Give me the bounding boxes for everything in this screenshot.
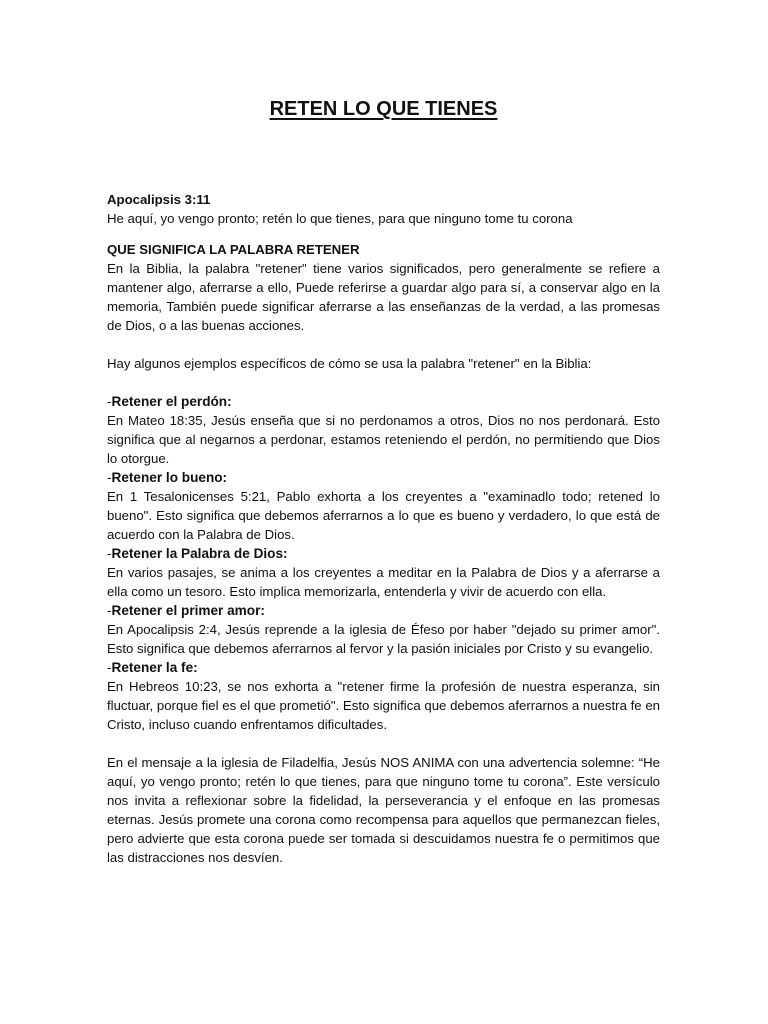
example-label: Retener el primer amor: — [111, 603, 265, 618]
example-heading — [107, 658, 660, 677]
example-item — [107, 468, 660, 544]
example-heading — [107, 392, 660, 411]
example-label: Retener lo bueno: — [111, 470, 228, 485]
example-dash: - — [107, 546, 112, 561]
example-item — [107, 392, 660, 468]
example-body: En varios pasajes, se anima a los creyentes a meditar en la Palabra de Dios y a aferrarse a ella como un tesoro. Esto implica memorizarla, entenderla y vivir de acuerdo con ella. — [107, 565, 660, 599]
example-item — [107, 658, 660, 734]
example-body: En 1 Tesalonicenses 5:21, Pablo exhorta a los creyentes a "examinadlo todo; retened lo bueno". Esto significa que debemos aferrarnos a lo que es bueno y verdadero, lo que está de acuerdo con la Palabra de Dios. — [107, 489, 660, 542]
example-body: En Hebreos 10:23, se nos exhorta a "retener firme la profesión de nuestra esperanza, sin fluctuar, porque fiel es el que prometió". Esto significa que debemos aferrarnos a nuestra fe en Cristo, incluso cuando enfrentamos dificultades. — [107, 679, 660, 732]
examples-list — [107, 392, 660, 734]
document-page — [107, 0, 660, 867]
document-title: RETEN LO QUE TIENES — [269, 98, 498, 120]
example-body: En Apocalipsis 2:4, Jesús reprende a la iglesia de Éfeso por haber "dejado su primer amor". Esto significa que debemos aferrarnos al fervor y la pasión iniciales por Cristo y su evangelio. — [107, 622, 660, 656]
example-label: Retener la fe: — [111, 660, 198, 675]
example-dash: - — [107, 394, 112, 409]
examples-intro: Hay algunos ejemplos específicos de cómo se usa la palabra "retener" en la Biblia: — [107, 356, 592, 371]
example-item — [107, 544, 660, 601]
meaning-heading: QUE SIGNIFICA LA PALABRA RETENER — [107, 242, 360, 257]
example-label: Retener la Palabra de Dios: — [111, 546, 288, 561]
verse-reference: Apocalipsis 3:11 — [107, 192, 211, 207]
verse-text: He aquí, yo vengo pronto; retén lo que tienes, para que ninguno tome tu corona — [107, 211, 573, 226]
example-body: En Mateo 18:35, Jesús enseña que si no perdonamos a otros, Dios no nos perdonará. Esto significa que al negarnos a perdonar, estamos reteniendo el perdón, no permitiendo que Dios lo otorgue. — [107, 413, 660, 466]
example-dash: - — [107, 603, 112, 618]
example-heading — [107, 468, 660, 487]
example-label: Retener el perdón: — [111, 394, 232, 409]
example-heading — [107, 601, 660, 620]
closing-paragraph: En el mensaje a la iglesia de Filadelfia, Jesús NOS ANIMA con una advertencia solemne: “He aquí, yo vengo pronto; retén lo que tienes, para que ninguno tome tu corona”. Este versículo nos invita a reflexionar sobre la fidelidad, la perseverancia y el enfoque en las promesas eternas. Jesús promete una corona como recompensa para aquellos que permanezcan fieles, pero advierte que esta corona puede ser tomada si descuidamos nuestra fe o permitimos que las distracciones nos desvíen. — [107, 755, 660, 865]
example-dash: - — [107, 470, 112, 485]
example-dash: - — [107, 660, 112, 675]
meaning-paragraph: En la Biblia, la palabra "retener" tiene varios significados, pero generalmente se refiere a mantener algo, aferrarse a ello, Puede referirse a guardar algo para sí, a conservar algo en la memoria, También puede significar aferrarse a las enseñanzas de la verdad, a las promesas de Dios, o a las buenas acciones. — [107, 261, 660, 333]
example-item — [107, 601, 660, 658]
example-heading — [107, 544, 660, 563]
